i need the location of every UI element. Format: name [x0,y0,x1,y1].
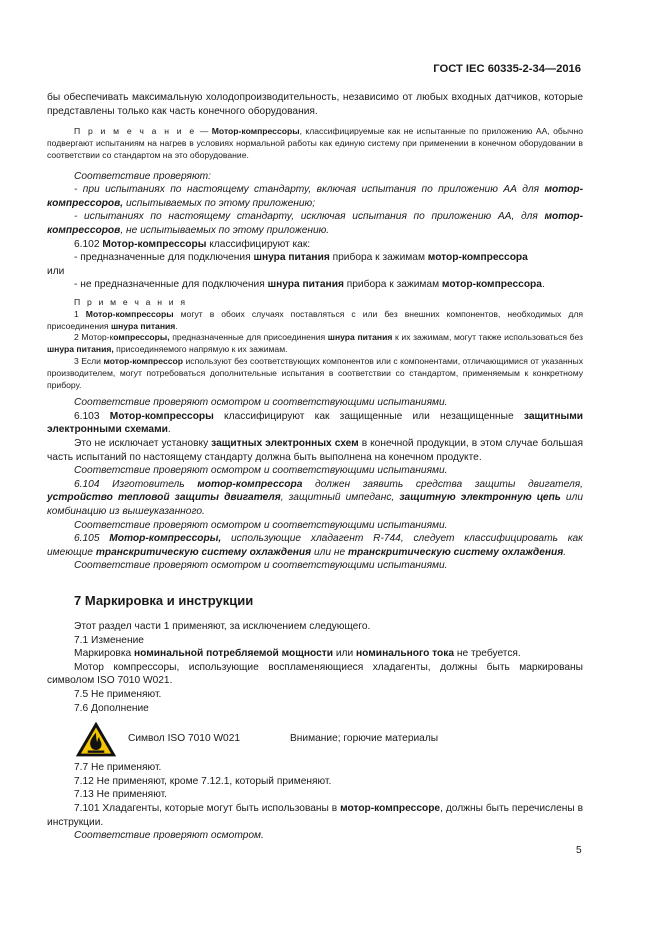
compliance-check: Соответствие проверяют осмотром и соответствующими испытаниями. [74,560,448,572]
clause-7-7: 7.7 Не применяют. [74,762,162,774]
clause-6-102-item-a: - предназначенные для подключения шнура питания прибора к зажимам мотор-компрессора [74,252,528,264]
note-label: П р и м е ч а н и е [74,126,197,137]
flammable-warning-icon [74,719,118,759]
clause-6-102-item-b: - не предназначенные для подключения шнура питания прибора к зажимам мотор-компрессора. [74,279,545,291]
clause-7-13: 7.13 Не применяют. [74,789,167,801]
clause-7-1-b: Мотор компрессоры, использующие воспламеняющиеся хладагенты, должны быть маркированы символом ISO 7010 W021. [47,661,583,687]
section-7-intro: Этот раздел части 1 применяют, за исключением следующего. [74,621,371,633]
note-2: 2 Мотор-компрессоры, предназначенные для присоединения шнура питания к их зажимам, могут также использоваться без шнура питания, присоединяемого напрямую к их зажимам. [47,332,583,355]
document-body [47,91,583,843]
document-header-code: ГОСТ IEC 60335-2-34—2016 [433,63,581,75]
check-item-a: - при испытаниях по настоящему стандарту, включая испытания по приложению АА для мотор-компрессоров, испытываемых по этому приложению; [47,184,583,209]
clause-7-101: 7.101 Хладагенты, которые могут быть использованы в мотор-компрессоре, должны быть перечислены в инструкции. [47,802,583,828]
section-7-heading: 7 Маркировка и инструкции [74,593,254,609]
clause-7-5: 7.5 Не применяют. [74,688,162,700]
compliance-check: Соответствие проверяют осмотром и соответствующими испытаниями. [74,397,448,409]
symbol-description: Внимание; горючие материалы [290,733,439,745]
clause-7-12: 7.12 Не применяют, кроме 7.12.1, который применяют. [74,775,332,787]
compliance-check: Соответствие проверяют: [74,170,211,182]
notes-label: П р и м е ч а н и я [74,296,188,307]
paragraph-intro: бы обеспечивать максимальную холодопроизводительность, независимо от любых входных датчиков, которые представлены только как часть конечного оборудования. [47,92,583,117]
page-number: 5 [576,845,582,856]
note-3: 3 Если мотор-компрессор используют без соответствующих компонентов или с компонентами, отличающимися от указанных производителем, могут потребоваться дополнительные испытания в соответствии со стандартом, применяемым к конкретному прибору. [47,355,583,390]
clause-7-1: 7.1 Изменение [74,634,144,646]
clause-7-6: 7.6 Дополнение [74,702,149,714]
clause-6-104: 6.104 Изготовитель мотор-компрессора должен заявить средства защиты двигателя, устройство тепловой защиты двигателя, защитный импеданс, защитную электронную цепь или комбинацию из вышеуказанного. [47,478,584,518]
compliance-check-visual: Соответствие проверяют осмотром. [74,830,264,842]
compliance-check: Соответствие проверяют осмотром и соответствующими испытаниями. [74,519,448,531]
clause-6-103: 6.103 Мотор-компрессоры классифицируют как защищенные или незащищенные защитными электронными схемами. [47,410,584,436]
symbol-caption: Символ ISO 7010 W021 [128,733,241,745]
clause-6-105: 6.105 Мотор-компрессоры, использующие хладагент R-744, следует классифицировать как имеющие транскритическую систему охлаждения или не транскритическую систему охлаждения. [47,533,583,558]
check-item-b: - испытаниях по настоящему стандарту, исключая испытания по приложению АА, для мотор-компрессоров, не испытываемых по этому приложению. [47,211,583,236]
note-1: 1 Мотор-компрессоры могут в обоих случаях поставляться с или без внешних компонентов, необходимых для присоединения шнура питания. [47,308,583,331]
term: Мотор-компрессоры [211,126,300,137]
clause-6-103-b: Это не исключает установку защитных электронных схем в конечной продукции, в этом случае большая часть испытаний по настоящему стандарту должна быть выполнена на конечном продукте. [47,438,583,463]
or-word: или [47,265,65,277]
compliance-check: Соответствие проверяют осмотром и соответствующими испытаниями. [74,465,448,477]
symbol-row [74,718,583,760]
clause-7-1-a: Маркировка номинальной потребляемой мощности или номинального тока не требуется. [74,648,521,660]
clause-6-102: 6.102 Мотор-компрессоры классифицируют как: [74,238,311,250]
note-paragraph: П р и м е ч а н и е — Мотор-компрессоры, классифицируемые как не испытанные по приложению АА, обычно подвергают испытаниям на нагрев в условиях нормальной работы как единую систему при применении в конечном оборудовании в соответствии со стандартом на это оборудование. [47,126,584,160]
